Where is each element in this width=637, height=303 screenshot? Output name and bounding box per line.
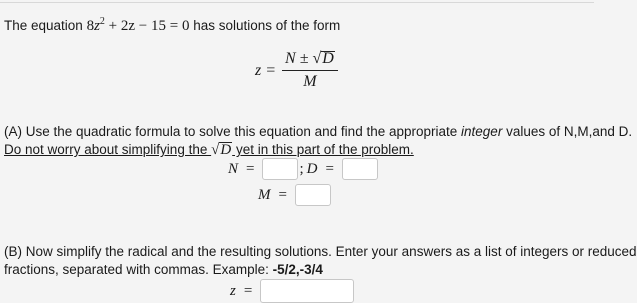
z-row: z = [230, 279, 354, 303]
d-label: D [306, 160, 318, 177]
n-d-row: N = ; D = [228, 158, 378, 180]
form-fraction [282, 50, 338, 91]
top-divider [0, 2, 594, 3]
z-input[interactable] [260, 279, 354, 303]
example-answer: -5/2,-3/4 [272, 262, 323, 277]
d-input[interactable] [342, 158, 378, 180]
part-a-line2: Do not worry about simplifying the √D yet in this part of the problem. [4, 142, 414, 158]
m-row: M = [258, 184, 331, 206]
m-input[interactable] [295, 184, 331, 206]
intro-suffix: has solutions of the form [189, 18, 341, 33]
form-numerator: N ± √D [282, 50, 338, 71]
part-b-line1: (B) Now simplify the radical and the resulting solutions. Enter your answers as a list of integers or reduced [4, 244, 637, 259]
form-lhs: z = [255, 61, 277, 79]
part-a-line1: (A) Use the quadratic formula to solve this equation and find the appropriate integer values of N,M,and D. [4, 124, 633, 139]
z-label: z [230, 282, 236, 299]
intro-prefix: The equation [4, 18, 87, 33]
m-label: M [258, 186, 271, 203]
form-denominator: M [303, 73, 317, 90]
part-b-line2: fractions, separated with commas. Example: -5/2,-3/4 [4, 262, 323, 277]
equation: $8z^2 + 2z - 15 = 0$ [86, 16, 190, 34]
n-input[interactable] [262, 158, 298, 180]
solution-form [255, 50, 338, 91]
question-intro [4, 16, 340, 35]
n-label: N [228, 160, 239, 177]
